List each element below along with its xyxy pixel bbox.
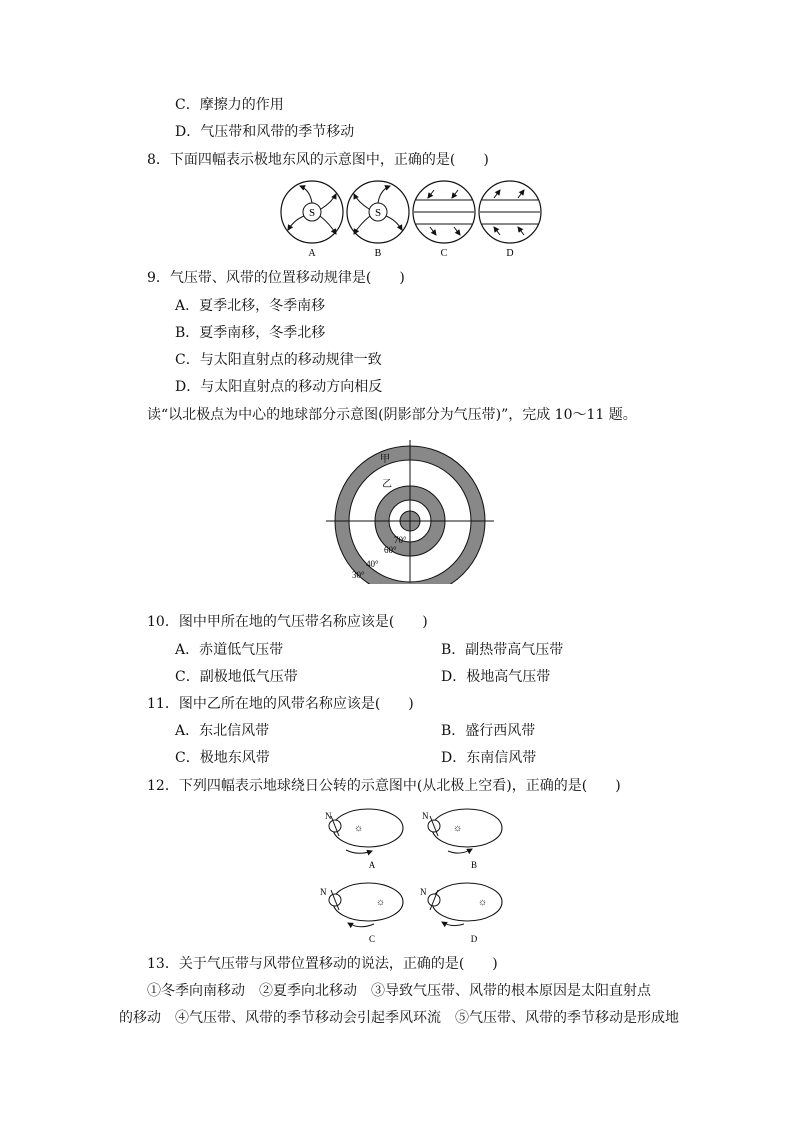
q12-diagram-d [420, 883, 502, 944]
q8-diagram-c [413, 181, 475, 259]
label-jia: 甲 [380, 454, 390, 465]
q9-stem: 9．气压带、风带的位置移动规律是( ) [147, 270, 405, 286]
polar-pressure-belt-figure [322, 440, 498, 584]
q12-b-sun: ☼ [453, 823, 463, 834]
q13-statement-line2: 的移动 ④气压带、风带的季节移动会引起季风环流 ⑤气压带、风带的季节移动是形成地 [119, 1010, 679, 1026]
q8-figure [274, 176, 550, 260]
q7-option-d: D．气压带和风带的季节移动 [175, 124, 355, 140]
q8-diagram-d [479, 181, 541, 259]
q8-b-pole-label: S [374, 207, 382, 219]
q7-option-c: C．摩擦力的作用 [175, 97, 284, 113]
q12-a-sun: ☼ [354, 823, 364, 834]
q12-label-a: A [368, 860, 376, 870]
q13-statement-line1: ①冬季向南移动 ②夏季向北移动 ③导致气压带、风带的根本原因是太阳直射点 [147, 983, 651, 999]
q8-a-pole-label: S [308, 207, 316, 219]
q9-option-d: D．与太阳直射点的移动方向相反 [175, 379, 383, 395]
q12-diagram-b [422, 809, 502, 870]
label-lat70: 70° [394, 535, 407, 545]
q12-d-sun: ☼ [478, 897, 488, 908]
q13-stem: 13．关于气压带与风带位置移动的说法，正确的是( ) [147, 956, 498, 972]
q11-option-b: B．盛行西风带 [441, 723, 536, 739]
q8-label-c: C [440, 248, 448, 259]
q12-diagram-a [325, 809, 403, 870]
label-yi: 乙 [382, 479, 392, 490]
q9-option-c: C．与太阳直射点的移动规律一致 [175, 352, 382, 368]
q12-c-n: N [320, 887, 327, 897]
q10-option-d: D．极地高气压带 [441, 669, 551, 685]
q11-option-c: C．极地东风带 [175, 750, 270, 766]
q12-diagram-c [320, 883, 403, 944]
q8-diagram-b [347, 181, 409, 259]
q9-option-a: A．夏季北移，冬季南移 [175, 298, 326, 314]
q12-a-n: N [325, 811, 332, 821]
q8-diagram-a [281, 181, 343, 259]
q8-label-a: A [308, 248, 316, 259]
label-lat60: 60° [384, 545, 397, 555]
q10-stem: 10．图中甲所在地的气压带名称应该是( ) [147, 614, 428, 630]
q12-stem: 12．下列四幅表示地球绕日公转的示意图中(从北极上空看)，正确的是( ) [147, 778, 621, 794]
q12-c-sun: ☼ [376, 897, 386, 908]
q12-figure [314, 802, 508, 950]
q11-option-d: D．东南信风带 [441, 750, 537, 766]
q9-option-b: B．夏季南移，冬季北移 [175, 325, 326, 341]
q10-option-c: C．副极地低气压带 [175, 669, 298, 685]
q10-option-b: B．副热带高气压带 [441, 642, 564, 658]
q8-label-b: B [374, 248, 382, 259]
q12-label-b: B [470, 860, 478, 870]
q11-stem: 11．图中乙所在地的风带名称应该是( ) [147, 696, 414, 712]
q8-stem: 8．下面四幅表示极地东风的示意图中，正确的是( ) [147, 152, 489, 168]
q8-label-d: D [506, 248, 514, 259]
q12-label-c: C [368, 934, 376, 944]
q11-option-a: A．东北信风带 [175, 723, 270, 739]
label-lat40: 40° [366, 559, 379, 569]
q10-11-intro: 读“以北极点为中心的地球部分示意图(阴影部分为气压带)”，完成 10～11 题。 [147, 407, 637, 423]
label-lat30: 30° [352, 570, 365, 580]
q12-d-n: N [420, 887, 427, 897]
q12-b-n: N [422, 811, 429, 821]
q12-label-d: D [470, 934, 478, 944]
q10-option-a: A．赤道低气压带 [175, 642, 284, 658]
